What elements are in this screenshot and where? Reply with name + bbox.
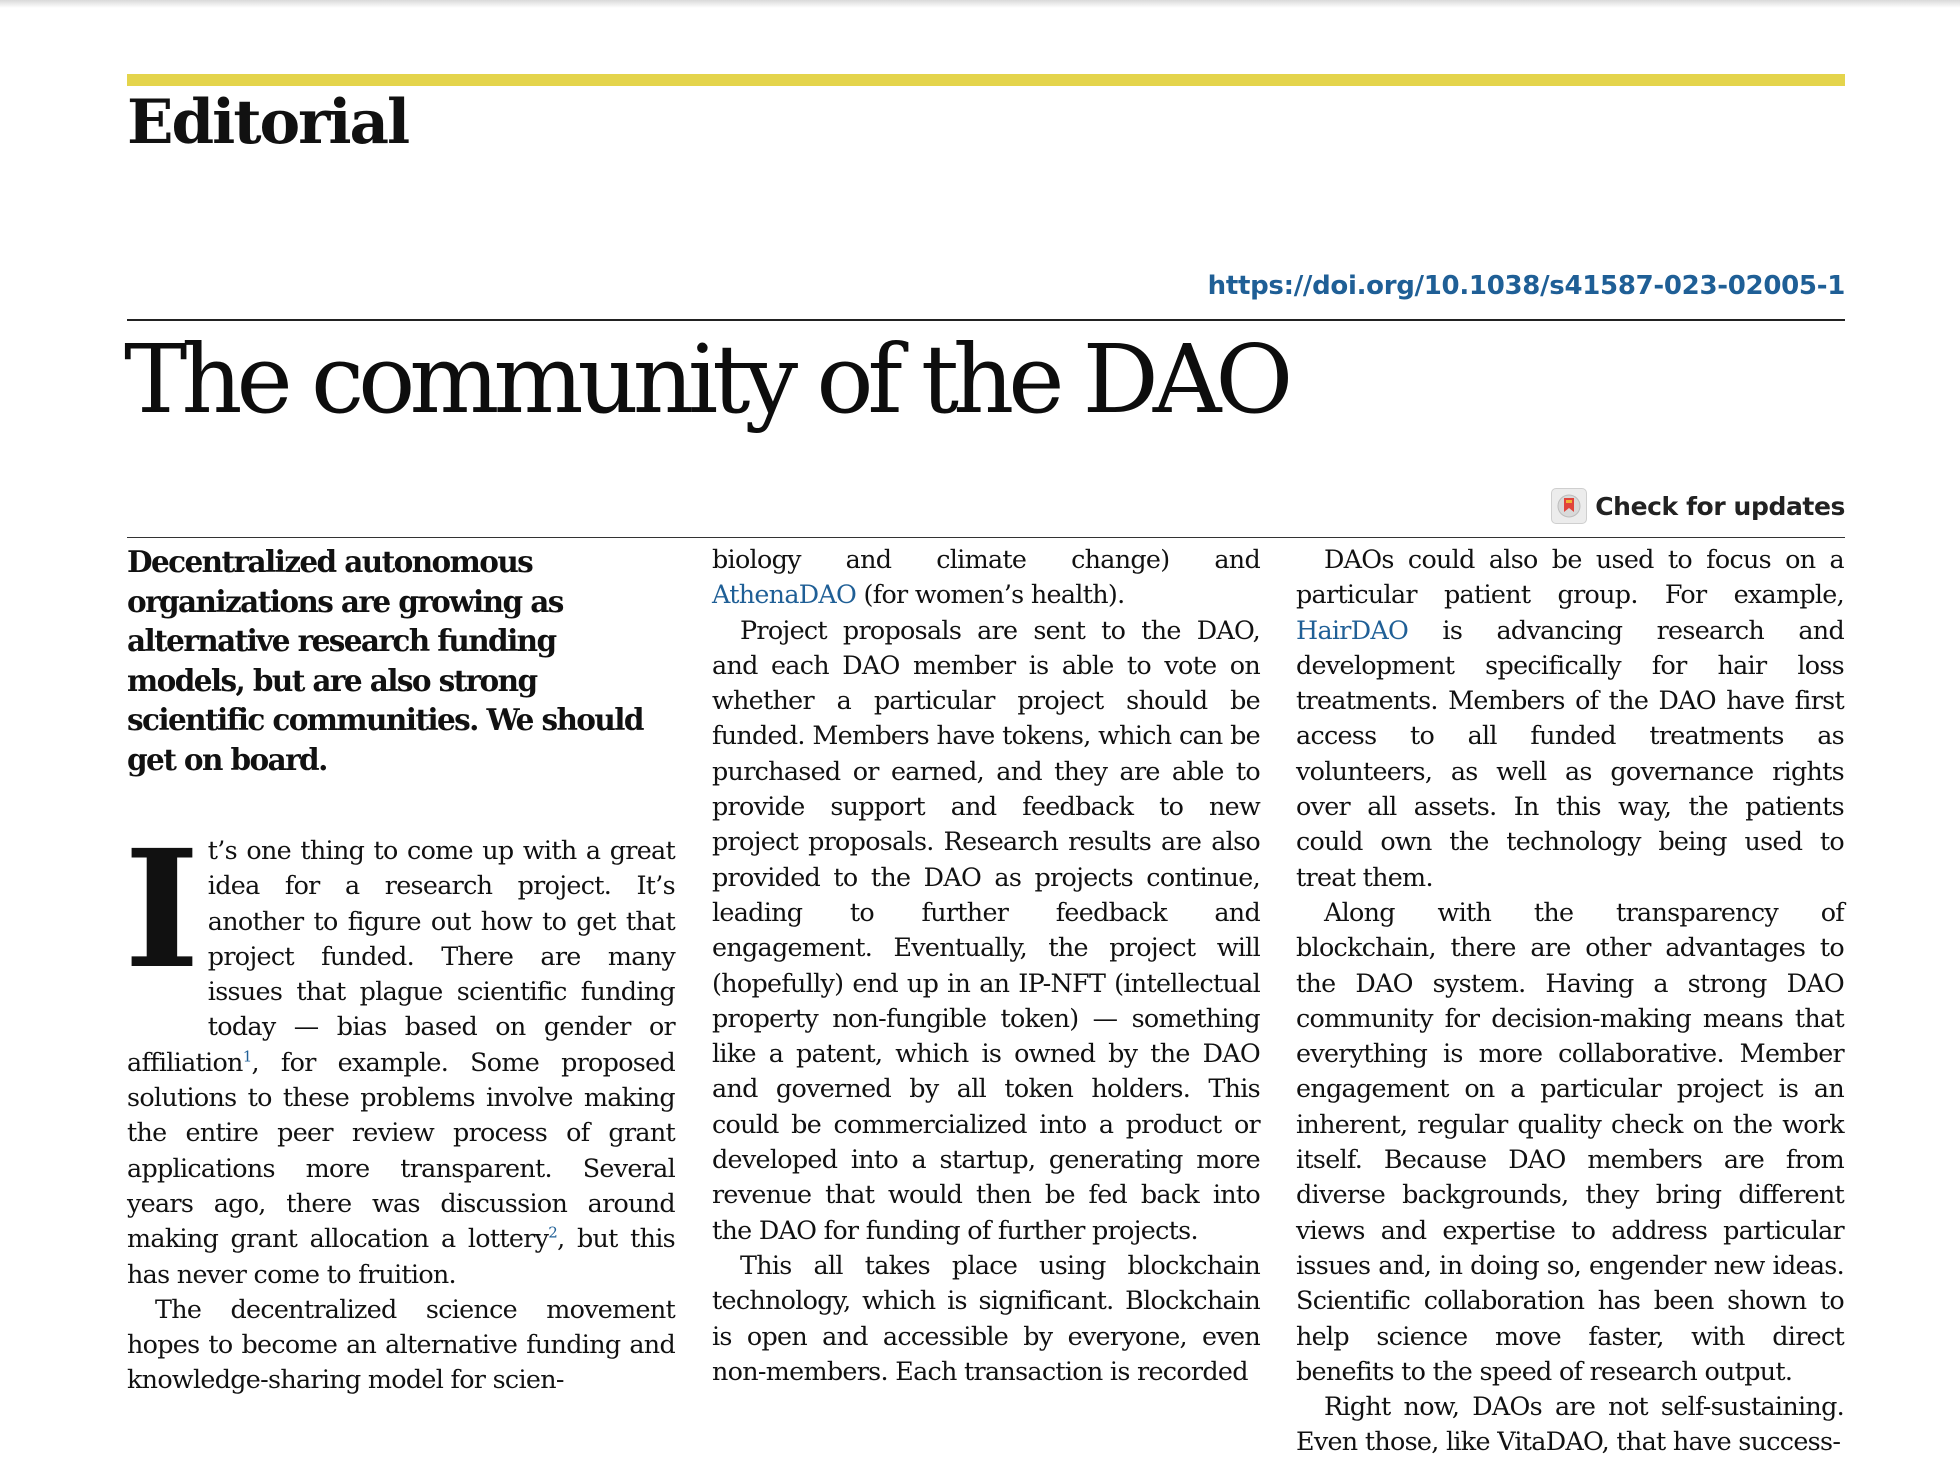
spacer bbox=[127, 779, 675, 833]
column-3 bbox=[1296, 542, 1844, 1460]
body-paragraph: Project proposals are sent to the DAO, and each DAO member is able to vote on whether a particular project should be funded. Members have tokens, which can be purchased or earned, and they are able to provide support and feedback to new project proposals. Research results are also provided to the DAO as projects continue, leading to further feedback and engagement. Eventually, the project will (hopefully) end up in an IP-NFT (intellectual property non-fungible token) — something like a patent, which is owned by the DAO and governed by all token holders. This could be commercialized into a product or developed into a startup, generating more revenue that would then be fed back into the DAO for funding of further projects. bbox=[712, 614, 1260, 1245]
reference-2[interactable]: 2 bbox=[548, 1223, 558, 1242]
drop-cap: I bbox=[124, 815, 200, 1005]
column-2 bbox=[712, 542, 1260, 1389]
hairdao-link[interactable]: HairDAO bbox=[1296, 614, 1409, 645]
article-title: The community of the DAO bbox=[124, 325, 1288, 435]
standfirst: Decentralized autonomous organizations are growing as alternative research funding models, but are also strong scientific communities. We should get on board. bbox=[127, 544, 643, 777]
body-rule bbox=[127, 537, 1845, 538]
lead-text-a: t’s one thing to come up with a great idea for a research project. It’s another to figure out how to get that project funded. There are many issues that plague scientific funding today — bias based on gender or affiliation bbox=[127, 835, 675, 1077]
page-top-shadow bbox=[0, 0, 1960, 8]
column-1 bbox=[124, 542, 675, 1398]
body-paragraph bbox=[1296, 542, 1844, 895]
body-paragraph: The decentralized science movement hopes to become an alternative funding and knowledge-sharing model for scien- bbox=[127, 1293, 675, 1395]
body-text: DAOs could also be used to focus on a particular patient group. For example, bbox=[1296, 544, 1844, 610]
section-accent-bar bbox=[127, 74, 1845, 86]
body-paragraph: This all takes place using blockchain technology, which is significant. Blockchain is open and accessible by everyone, even non-members. Each transaction is recorded bbox=[712, 1249, 1260, 1386]
doi-link[interactable]: https://doi.org/10.1038/s41587-023-02005-1 bbox=[1207, 271, 1845, 301]
lead-text-b: , for example. Some proposed solutions to these problems involve making the entire peer review process of grant applications more transparent. Several years ago, there was discussion around making grant allocation a lottery bbox=[127, 1046, 675, 1254]
check-for-updates-label: Check for updates bbox=[1595, 491, 1845, 521]
body-text: biology and climate change) and bbox=[712, 544, 1260, 574]
reference-1[interactable]: 1 bbox=[242, 1047, 252, 1066]
lead-paragraph bbox=[124, 815, 675, 1292]
body-paragraph: Right now, DAOs are not self-sustaining. Even those, like VitaDAO, that have success- bbox=[1296, 1391, 1844, 1457]
title-rule bbox=[127, 319, 1845, 321]
lead-text-c: , but this has never come to fruition. bbox=[127, 1223, 675, 1289]
body-paragraph bbox=[712, 542, 1260, 613]
crossmark-icon bbox=[1551, 488, 1587, 524]
body-text: (for women’s health). bbox=[856, 579, 1125, 610]
check-for-updates-button[interactable] bbox=[1551, 488, 1845, 524]
athenadao-link[interactable]: AthenaDAO bbox=[712, 579, 857, 610]
body-text: is advancing research and development specifically for hair loss treatments. Members of the DAO have first access to all funded treatments as volunteers, as well as governance rights over all assets. In this way, the patients could own the technology being used to treat them. bbox=[1296, 614, 1844, 892]
section-label: Editorial bbox=[127, 87, 409, 158]
body-paragraph: Along with the transparency of blockchain, there are other advantages to the DAO system. Having a strong DAO community for decision-making means that everything is more collaborative. Member engagement on a particular project is an inherent, regular quality check on the work itself. Because DAO members are from diverse backgrounds, they bring different views and expertise to address particular issues and, in doing so, engender new ideas. Scientific collaboration has been shown to help science move faster, with direct benefits to the speed of research output. bbox=[1296, 896, 1844, 1386]
